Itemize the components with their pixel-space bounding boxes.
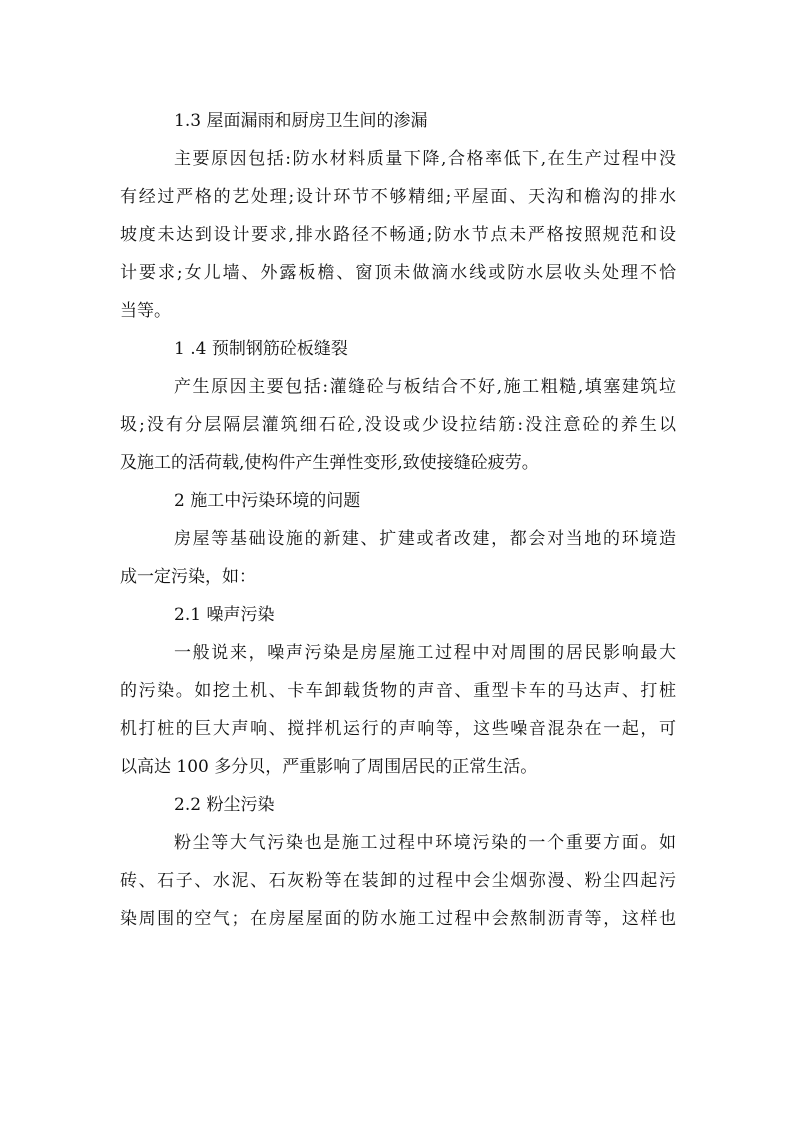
paragraph-line: 计要求;女儿墙、外露板檐、窗顶未做滴水线或防水层收头处理不恰	[120, 263, 676, 283]
paragraph-line: 一般说来，噪声污染是房屋施工过程中对周围的居民影响最大	[174, 643, 676, 663]
paragraph-line: 以高达 100 多分贝，严重影响了周围居民的正常生活。	[120, 757, 538, 777]
section-heading-1-4: 1 .4 预制钢筋砼板缝裂	[174, 339, 348, 359]
paragraph-line: 坡度未达到设计要求,排水路径不畅通;防水节点未严格按照规范和设	[120, 225, 676, 245]
paragraph-line: 当等。	[120, 301, 171, 321]
section-heading-1-3: 1.3 屋面漏雨和厨房卫生间的渗漏	[174, 111, 428, 131]
paragraph-line: 粉尘等大气污染也是施工过程中环境污染的一个重要方面。如	[174, 833, 676, 853]
document-body	[120, 102, 676, 938]
paragraph-line: 的污染。如挖土机、卡车卸载货物的声音、重型卡车的马达声、打桩	[120, 681, 676, 701]
paragraph-line: 有经过严格的艺处理;设计环节不够精细;平屋面、天沟和檐沟的排水	[120, 187, 676, 207]
paragraph-line: 染周围的空气；在房屋屋面的防水施工过程中会熬制沥青等，这样也	[120, 909, 676, 929]
section-heading-2-1: 2.1 噪声污染	[174, 605, 275, 625]
paragraph-line: 及施工的活荷载,使构件产生弹性变形,致使接缝砼疲劳。	[120, 453, 539, 473]
paragraph-line: 机打桩的巨大声响、搅拌机运行的声响等，这些噪音混杂在一起，可	[120, 719, 676, 739]
paragraph-line: 产生原因主要包括:灌缝砼与板结合不好,施工粗糙,填塞建筑垃	[174, 377, 676, 397]
section-heading-2-2: 2.2 粉尘污染	[174, 795, 275, 815]
paragraph-line: 砖、石子、水泥、石灰粉等在装卸的过程中会尘烟弥漫、粉尘四起污	[120, 871, 676, 891]
paragraph-line: 圾;没有分层隔层灌筑细石砼,没设或少设拉结筋:没注意砼的养生以	[120, 415, 676, 435]
paragraph-line: 成一定污染，如：	[120, 567, 256, 587]
section-heading-2: 2 施工中污染环境的问题	[174, 491, 361, 511]
paragraph-line: 主要原因包括:防水材料质量下降,合格率低下,在生产过程中没	[174, 149, 676, 169]
paragraph-line: 房屋等基础设施的新建、扩建或者改建，都会对当地的环境造	[174, 529, 676, 549]
